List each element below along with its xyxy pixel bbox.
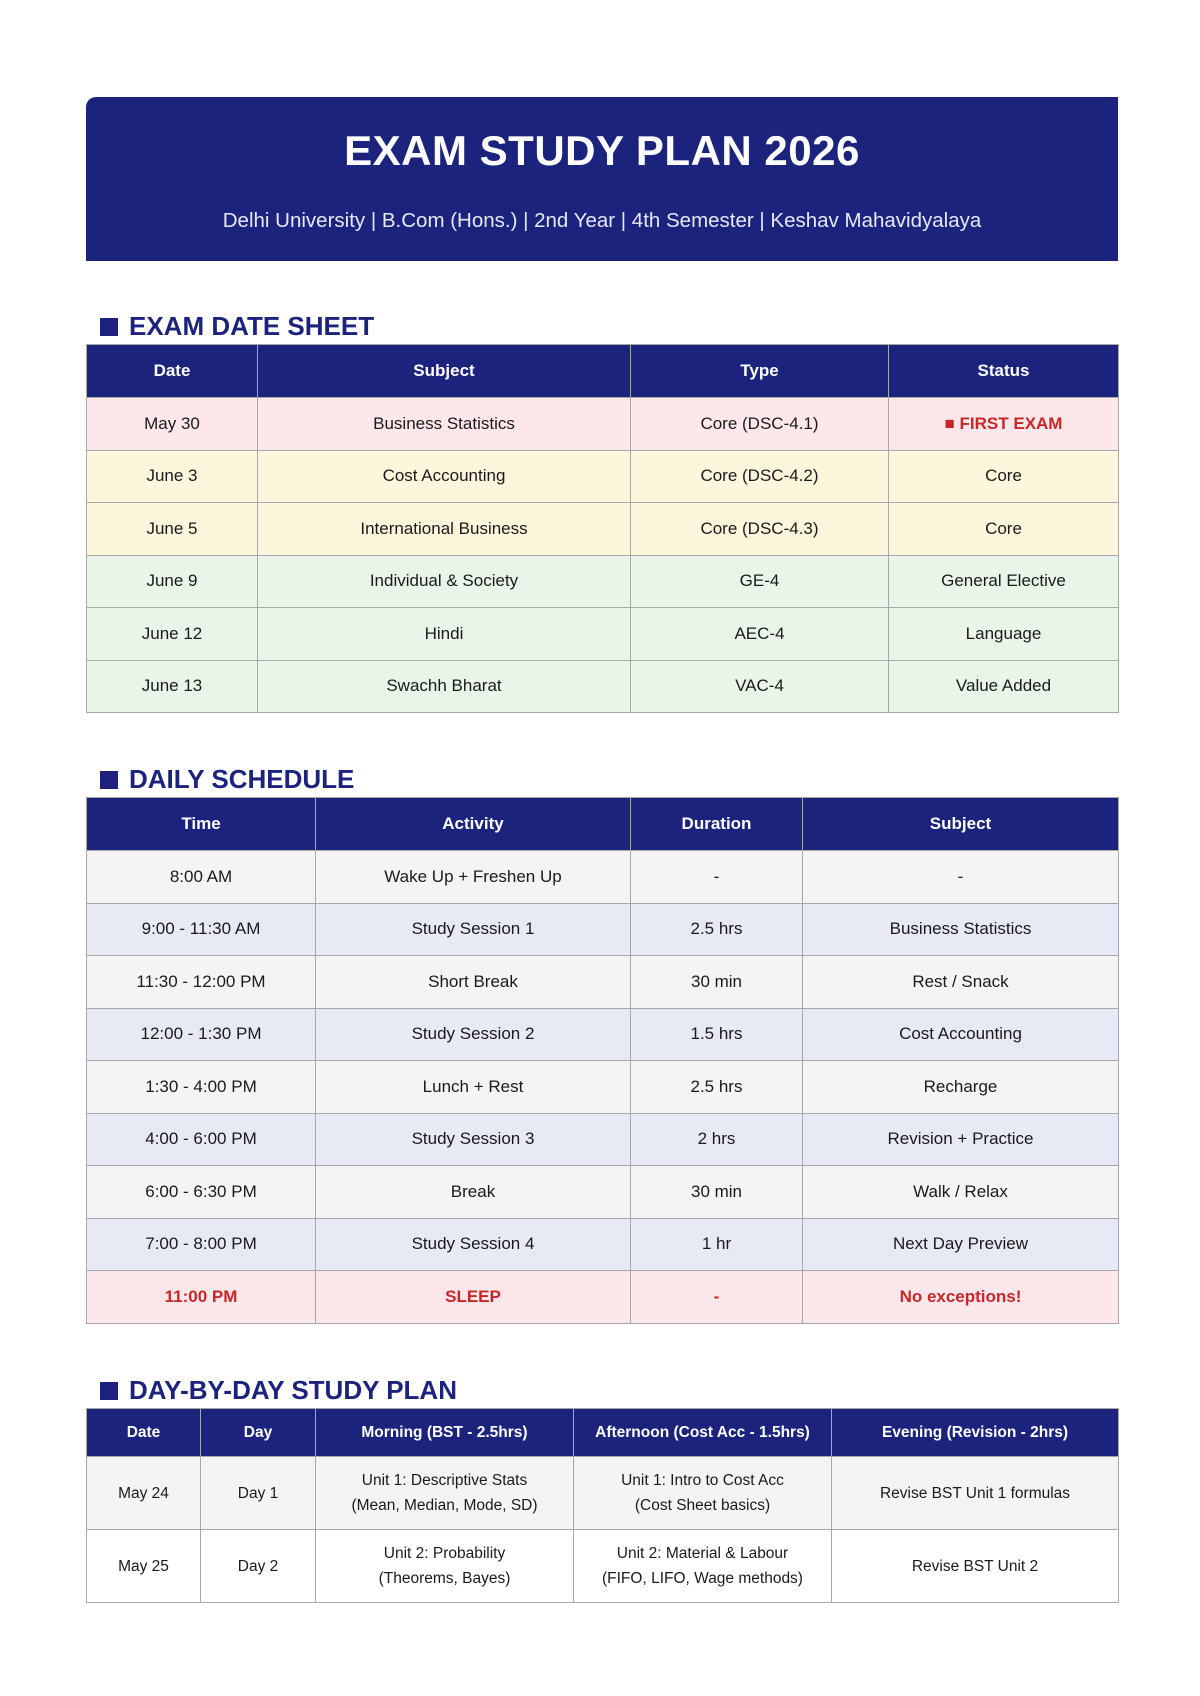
column-header-day: Day — [201, 1409, 316, 1457]
table-row — [87, 1008, 1119, 1061]
table-header-row — [87, 798, 1119, 851]
cell-type: AEC-4 — [631, 608, 889, 661]
cell-activity: Study Session 4 — [316, 1218, 631, 1271]
cell-subject: Swachh Bharat — [258, 660, 631, 713]
cell-activity: Break — [316, 1166, 631, 1219]
cell-date: May 24 — [87, 1457, 201, 1530]
cell-afternoon-line-1: Unit 1: Intro to Cost Acc — [621, 1472, 784, 1489]
table-row — [87, 1061, 1119, 1114]
cell-status: Core — [889, 450, 1119, 503]
cell-date: May 30 — [87, 398, 258, 451]
section-title-text: DAY-BY-DAY STUDY PLAN — [129, 1375, 457, 1405]
cell-subject: International Business — [258, 503, 631, 556]
table-header-row — [87, 1409, 1119, 1457]
cell-duration: 2.5 hrs — [631, 903, 803, 956]
cell-activity: Lunch + Rest — [316, 1061, 631, 1114]
table-row — [87, 956, 1119, 1009]
cell-duration: 1 hr — [631, 1218, 803, 1271]
cell-activity: Study Session 2 — [316, 1008, 631, 1061]
cell-date: June 9 — [87, 555, 258, 608]
cell-morning-line-1: Unit 2: Probability — [383, 1545, 506, 1562]
table-row — [87, 851, 1119, 904]
cell-status: Language — [889, 608, 1119, 661]
cell-time: 1:30 - 4:00 PM — [87, 1061, 316, 1114]
cell-time: 12:00 - 1:30 PM — [87, 1008, 316, 1061]
cell-subject: Rest / Snack — [803, 956, 1119, 1009]
cell-status: General Elective — [889, 555, 1119, 608]
cell-morning-line-2: (Theorems, Bayes) — [378, 1570, 511, 1587]
cell-afternoon — [574, 1457, 832, 1530]
day-by-day-study-plan-table — [86, 1408, 1119, 1603]
column-header-activity: Activity — [316, 798, 631, 851]
cell-type: Core (DSC-4.2) — [631, 450, 889, 503]
cell-activity: Study Session 1 — [316, 903, 631, 956]
daily-schedule-table — [86, 797, 1119, 1324]
cell-time: 7:00 - 8:00 PM — [87, 1218, 316, 1271]
table-row — [87, 1218, 1119, 1271]
column-header-afternoon: Afternoon (Cost Acc - 1.5hrs) — [574, 1409, 832, 1457]
cell-duration: 2 hrs — [631, 1113, 803, 1166]
cell-activity: SLEEP — [316, 1271, 631, 1324]
cell-duration: - — [631, 1271, 803, 1324]
cell-duration: 30 min — [631, 956, 803, 1009]
cell-morning-line-1: Unit 1: Descriptive Stats — [361, 1472, 528, 1489]
cell-subject: Walk / Relax — [803, 1166, 1119, 1219]
cell-day: Day 2 — [201, 1530, 316, 1603]
cell-date: June 3 — [87, 450, 258, 503]
column-header-date: Date — [87, 345, 258, 398]
cell-time: 4:00 - 6:00 PM — [87, 1113, 316, 1166]
cell-subject: - — [803, 851, 1119, 904]
table-row — [87, 608, 1119, 661]
square-bullet-icon — [100, 318, 118, 336]
table-row — [87, 1113, 1119, 1166]
column-header-subject: Subject — [803, 798, 1119, 851]
section-title-text: DAILY SCHEDULE — [129, 764, 355, 794]
cell-type: Core (DSC-4.1) — [631, 398, 889, 451]
cell-afternoon-line-2: (Cost Sheet basics) — [634, 1497, 771, 1514]
cell-subject: Recharge — [803, 1061, 1119, 1114]
table-row — [87, 903, 1119, 956]
column-header-status: Status — [889, 345, 1119, 398]
page-title: EXAM STUDY PLAN 2026 — [344, 127, 860, 174]
cell-evening: Revise BST Unit 1 formulas — [832, 1457, 1119, 1530]
column-header-subject: Subject — [258, 345, 631, 398]
cell-morning — [316, 1530, 574, 1603]
page-subtitle: Delhi University | B.Com (Hons.) | 2nd Year | 4th Semester | Keshav Mahavidyalaya — [222, 209, 982, 232]
table-header-row — [87, 345, 1119, 398]
cell-subject: Business Statistics — [258, 398, 631, 451]
cell-subject: Business Statistics — [803, 903, 1119, 956]
cell-activity: Wake Up + Freshen Up — [316, 851, 631, 904]
cell-status-first-exam: ■ FIRST EXAM — [889, 398, 1119, 451]
cell-subject: Hindi — [258, 608, 631, 661]
table-row — [87, 1166, 1119, 1219]
cell-activity: Study Session 3 — [316, 1113, 631, 1166]
cell-type: Core (DSC-4.3) — [631, 503, 889, 556]
cell-morning-line-2: (Mean, Median, Mode, SD) — [351, 1497, 538, 1514]
cell-date: June 13 — [87, 660, 258, 713]
column-header-type: Type — [631, 345, 889, 398]
table-row — [87, 503, 1119, 556]
cell-status: Core — [889, 503, 1119, 556]
column-header-duration: Duration — [631, 798, 803, 851]
cell-time: 11:00 PM — [87, 1271, 316, 1324]
section-title-daily-schedule — [100, 764, 354, 795]
cell-morning — [316, 1457, 574, 1530]
cell-status: Value Added — [889, 660, 1119, 713]
square-bullet-icon — [100, 1382, 118, 1400]
cell-duration: 2.5 hrs — [631, 1061, 803, 1114]
cell-date: June 12 — [87, 608, 258, 661]
column-header-morning: Morning (BST - 2.5hrs) — [316, 1409, 574, 1457]
cell-date: May 25 — [87, 1530, 201, 1603]
cell-subject: No exceptions! — [803, 1271, 1119, 1324]
table-row — [87, 450, 1119, 503]
cell-subject: Next Day Preview — [803, 1218, 1119, 1271]
table-row — [87, 1530, 1119, 1603]
cell-afternoon — [574, 1530, 832, 1603]
cell-type: GE-4 — [631, 555, 889, 608]
cell-day: Day 1 — [201, 1457, 316, 1530]
section-title-text: EXAM DATE SHEET — [129, 311, 375, 341]
section-title-study-plan — [100, 1375, 457, 1406]
table-row — [87, 555, 1119, 608]
table-row — [87, 398, 1119, 451]
cell-afternoon-line-2: (FIFO, LIFO, Wage methods) — [602, 1570, 803, 1587]
page-header-banner — [86, 97, 1118, 261]
cell-time: 8:00 AM — [87, 851, 316, 904]
cell-time: 9:00 - 11:30 AM — [87, 903, 316, 956]
cell-duration: 1.5 hrs — [631, 1008, 803, 1061]
column-header-time: Time — [87, 798, 316, 851]
cell-duration: - — [631, 851, 803, 904]
section-title-date-sheet — [100, 311, 374, 342]
cell-evening: Revise BST Unit 2 — [832, 1530, 1119, 1603]
cell-subject: Revision + Practice — [803, 1113, 1119, 1166]
cell-date: June 5 — [87, 503, 258, 556]
cell-subject: Individual & Society — [258, 555, 631, 608]
square-bullet-icon — [100, 771, 118, 789]
cell-duration: 30 min — [631, 1166, 803, 1219]
cell-activity: Short Break — [316, 956, 631, 1009]
cell-subject: Cost Accounting — [803, 1008, 1119, 1061]
cell-afternoon-line-1: Unit 2: Material & Labour — [616, 1545, 789, 1562]
exam-date-sheet-table — [86, 344, 1119, 713]
column-header-date: Date — [87, 1409, 201, 1457]
cell-time: 6:00 - 6:30 PM — [87, 1166, 316, 1219]
table-row — [87, 660, 1119, 713]
table-row — [87, 1457, 1119, 1530]
table-row-sleep — [87, 1271, 1119, 1324]
cell-time: 11:30 - 12:00 PM — [87, 956, 316, 1009]
cell-type: VAC-4 — [631, 660, 889, 713]
cell-subject: Cost Accounting — [258, 450, 631, 503]
column-header-evening: Evening (Revision - 2hrs) — [832, 1409, 1119, 1457]
